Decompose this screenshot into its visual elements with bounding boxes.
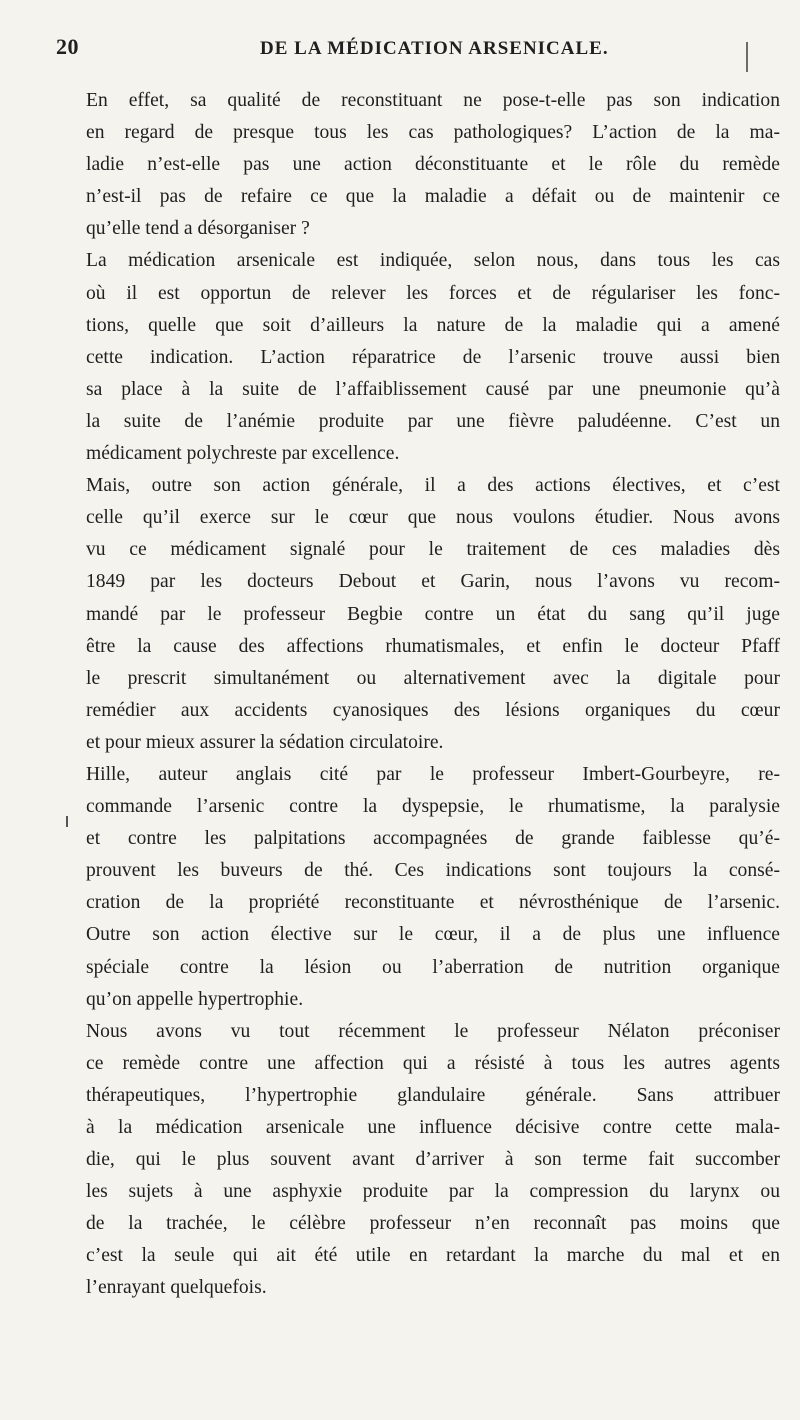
margin-mark: [66, 816, 68, 827]
text-line: mandé par le professeur Begbie contre un état du sang qu’il juge: [86, 603, 780, 625]
text-line: de la trachée, le célèbre professeur n’en reconnaît pas moins que: [86, 1213, 780, 1235]
text-line: ladie n’est-elle pas une action déconstituante et le rôle du remède: [86, 154, 780, 176]
text-line: c’est la seule qui ait été utile en retardant la marche du mal et en: [86, 1245, 780, 1267]
running-head: DE LA MÉDICATION ARSENICALE.: [260, 38, 609, 59]
text-line: celle qu’il exerce sur le cœur que nous voulons étudier. Nous avons: [86, 507, 780, 529]
text-line: Outre son action élective sur le cœur, il a de plus une influence: [86, 924, 780, 946]
text-line: die, qui le plus souvent avant d’arriver à son terme fait succomber: [86, 1149, 780, 1171]
text-line: ce remède contre une affection qui a résisté à tous les autres agents: [86, 1052, 780, 1074]
text-line: Hille, auteur anglais cité par le professeur Imbert-Gourbeyre, re-: [86, 763, 780, 785]
text-line: Mais, outre son action générale, il a des actions électives, et c’est: [86, 475, 780, 497]
text-line: et contre les palpitations accompagnées de grande faiblesse qu’é-: [86, 828, 780, 850]
text-line: prouvent les buveurs de thé. Ces indications sont toujours la consé-: [86, 860, 780, 882]
header-margin-mark: [746, 42, 748, 72]
text-line: Nous avons vu tout récemment le professeur Nélaton préconiser: [86, 1020, 780, 1042]
text-line: cette indication. L’action réparatrice de l’arsenic trouve aussi bien: [86, 346, 780, 368]
text-line: les sujets à une asphyxie produite par la compression du larynx ou: [86, 1181, 780, 1203]
page-header: [0, 0, 800, 70]
text-line: commande l’arsenic contre la dyspepsie, le rhumatisme, la paralysie: [86, 796, 780, 818]
text-line: le prescrit simultanément ou alternativement avec la digitale pour: [86, 667, 780, 689]
text-line: où il est opportun de relever les forces et de régulariser les fonc-: [86, 282, 780, 304]
text-line: la suite de l’anémie produite par une fièvre paludéenne. C’est un: [86, 410, 780, 432]
text-line: qu’on appelle hypertrophie.: [86, 988, 304, 1010]
body-text: [86, 85, 780, 1305]
text-line: n’est-il pas de refaire ce que la maladie a défait ou de maintenir ce: [86, 186, 780, 208]
text-line: spéciale contre la lésion ou l’aberration de nutrition organique: [86, 956, 780, 978]
text-line: être la cause des affections rhumatismales, et enfin le docteur Pfaff: [86, 635, 780, 657]
text-line: qu’elle tend a désorganiser ?: [86, 218, 310, 240]
text-line: et pour mieux assurer la sédation circulatoire.: [86, 731, 444, 753]
page-number: 20: [56, 34, 79, 59]
text-line: l’enrayant quelquefois.: [86, 1277, 267, 1299]
text-line: sa place à la suite de l’affaiblissement causé par une pneumonie qu’à: [86, 378, 780, 400]
text-line: En effet, sa qualité de reconstituant ne pose-t-elle pas son indication: [86, 90, 780, 111]
text-line: médicament polychreste par excellence.: [86, 443, 400, 465]
text-line: tions, quelle que soit d’ailleurs la nature de la maladie qui a amené: [86, 314, 780, 336]
text-line: thérapeutiques, l’hypertrophie glandulaire générale. Sans attribuer: [86, 1084, 780, 1106]
text-line: vu ce médicament signalé pour le traitement de ces maladies dès: [86, 539, 780, 561]
text-line: remédier aux accidents cyanosiques des lésions organiques du cœur: [86, 699, 780, 721]
text-line: La médication arsenicale est indiquée, selon nous, dans tous les cas: [86, 250, 780, 272]
text-line: 1849 par les docteurs Debout et Garin, nous l’avons vu recom-: [86, 571, 780, 593]
text-line: cration de la propriété reconstituante et névrosthénique de l’arsenic.: [86, 892, 780, 914]
text-line: à la médication arsenicale une influence décisive contre cette mala-: [86, 1117, 780, 1138]
text-line: en regard de presque tous les cas pathologiques? L’action de la ma-: [86, 122, 780, 144]
